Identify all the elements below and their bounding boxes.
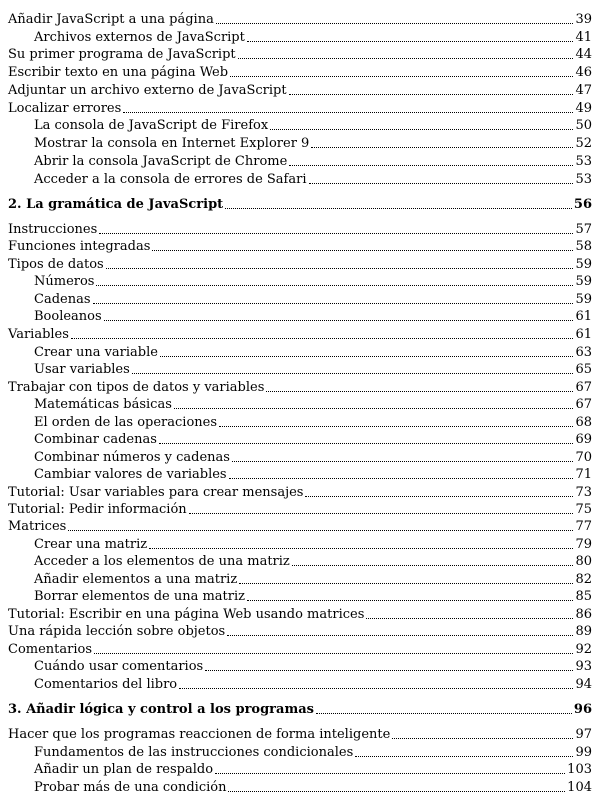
toc-entry <box>34 28 592 46</box>
toc-entry-page: 73 <box>575 485 592 500</box>
toc-entry-title: Acceder a la consola de errores de Safari <box>34 172 307 187</box>
toc-entry-title: Mostrar la consola en Internet Explorer 9 <box>34 136 310 151</box>
toc-entry-title: Usar variables <box>34 362 130 377</box>
toc-entry <box>8 500 592 518</box>
toc-entry <box>34 272 592 290</box>
dot-leader <box>99 233 573 234</box>
toc-entry-title: Variables <box>8 327 69 342</box>
toc-entry-page: 47 <box>575 83 592 98</box>
toc-entry <box>34 760 592 778</box>
toc-entry-page: 96 <box>573 702 592 717</box>
toc-entry <box>8 81 592 99</box>
toc-entry <box>8 45 592 63</box>
toc-entry <box>8 10 592 28</box>
toc-entry-page: 44 <box>575 47 592 62</box>
toc-entry-title: Archivos externos de JavaScript <box>34 30 245 45</box>
toc-entry <box>34 657 592 675</box>
toc-entry-page: 80 <box>575 554 592 569</box>
dot-leader <box>189 513 574 514</box>
toc-entry-page: 75 <box>575 502 592 517</box>
toc-entry-title: Borrar elementos de una matriz <box>34 589 245 604</box>
toc-entry-title: Cuándo usar comentarios <box>34 659 204 674</box>
dot-leader <box>228 791 565 792</box>
dot-leader <box>229 478 574 479</box>
toc-entry-page: 61 <box>575 327 592 342</box>
dot-leader <box>219 426 573 427</box>
dot-leader <box>123 112 573 113</box>
toc-entry <box>34 413 592 431</box>
toc-entry-page: 59 <box>575 257 592 272</box>
toc-entry <box>34 430 592 448</box>
toc-entry-title: Matrices <box>8 519 67 534</box>
toc-entry-page: 77 <box>575 519 592 534</box>
dot-leader <box>215 773 565 774</box>
toc-entry-page: 93 <box>575 659 592 674</box>
dot-leader <box>270 129 573 130</box>
toc-entry-page: 59 <box>575 274 592 289</box>
toc-entry-page: 99 <box>575 745 592 760</box>
toc-entry-page: 103 <box>567 762 592 777</box>
toc-entry <box>34 552 592 570</box>
toc-entry <box>34 778 592 796</box>
toc-entry-title: Matemáticas básicas <box>34 397 172 412</box>
dot-leader <box>230 76 573 77</box>
toc-entry-page: 79 <box>575 537 592 552</box>
toc-entry <box>8 325 592 343</box>
toc-entry-title: Añadir JavaScript a una página <box>8 12 214 27</box>
toc-entry-title: Acceder a los elementos de una matriz <box>34 554 290 569</box>
toc-entry-title: Instrucciones <box>8 222 98 237</box>
dot-leader <box>159 443 574 444</box>
dot-leader <box>160 356 573 357</box>
toc-entry-title: Cadenas <box>34 292 91 307</box>
toc-entry-title: 3. Añadir lógica y control a los programas <box>8 702 314 717</box>
toc-entry-page: 94 <box>575 677 592 692</box>
toc-entry-title: Tutorial: Pedir información <box>8 502 187 517</box>
toc-entry-title: 2. La gramática de JavaScript <box>8 197 224 212</box>
dot-leader <box>149 548 573 549</box>
toc-entry-page: 71 <box>575 467 592 482</box>
toc-entry-title: Probar más de una condición <box>34 780 227 795</box>
dot-leader <box>238 58 574 59</box>
toc-entry-page: 97 <box>575 727 592 742</box>
toc-entry <box>34 675 592 693</box>
toc-entry <box>34 307 592 325</box>
toc-entry <box>34 448 592 466</box>
toc-entry-page: 50 <box>575 118 592 133</box>
toc-entry-page: 52 <box>575 136 592 151</box>
toc-entry-title: Localizar errores <box>8 101 122 116</box>
toc-entry-page: 46 <box>575 65 592 80</box>
dot-leader <box>93 303 574 304</box>
dot-leader <box>247 41 574 42</box>
dot-leader <box>68 530 573 531</box>
dot-leader <box>232 461 573 462</box>
toc-entry-page: 59 <box>575 292 592 307</box>
toc-entry-page: 70 <box>575 450 592 465</box>
toc-entry <box>34 360 592 378</box>
toc-entry-page: 85 <box>575 589 592 604</box>
toc-chapter-heading <box>8 700 592 718</box>
dot-leader <box>239 583 573 584</box>
dot-leader <box>106 268 574 269</box>
dot-leader <box>71 338 574 339</box>
toc-entry-title: Cambiar valores de variables <box>34 467 227 482</box>
toc-entry-title: Funciones integradas <box>8 239 151 254</box>
toc-entry <box>34 535 592 553</box>
toc-entry <box>8 255 592 273</box>
toc-entry <box>8 63 592 81</box>
toc-entry-title: Adjuntar un archivo externo de JavaScript <box>8 83 287 98</box>
toc-entry <box>8 483 592 501</box>
toc-entry-title: Hacer que los programas reaccionen de forma inteligente <box>8 727 391 742</box>
toc-entry-page: 69 <box>575 432 592 447</box>
toc-entry-title: El orden de las operaciones <box>34 415 218 430</box>
toc-entry-title: Crear una variable <box>34 345 158 360</box>
dot-leader <box>289 165 573 166</box>
toc-entry-page: 92 <box>575 642 592 657</box>
toc-entry <box>34 116 592 134</box>
dot-leader <box>311 147 573 148</box>
toc-entry <box>34 587 592 605</box>
toc-entry-title: Su primer programa de JavaScript <box>8 47 236 62</box>
toc-entry-page: 89 <box>575 624 592 639</box>
toc-entry <box>34 570 592 588</box>
toc-entry-title: La consola de JavaScript de Firefox <box>34 118 269 133</box>
dot-leader <box>309 183 574 184</box>
toc-entry <box>34 290 592 308</box>
toc-entry-page: 53 <box>575 154 592 169</box>
toc-entry <box>8 99 592 117</box>
toc-entry-page: 53 <box>575 172 592 187</box>
toc-entry <box>34 743 592 761</box>
dot-leader <box>132 373 574 374</box>
dot-leader <box>225 208 572 209</box>
toc-entry-title: Una rápida lección sobre objetos <box>8 624 226 639</box>
toc-entry-title: Escribir texto en una página Web <box>8 65 229 80</box>
toc-entry-title: Comentarios del libro <box>34 677 178 692</box>
dot-leader <box>152 250 573 251</box>
toc-entry <box>8 237 592 255</box>
dot-leader <box>96 285 573 286</box>
toc-entry-title: Abrir la consola JavaScript de Chrome <box>34 154 288 169</box>
toc-entry-title: Trabajar con tipos de datos y variables <box>8 380 265 395</box>
toc-entry-title: Añadir un plan de respaldo <box>34 762 214 777</box>
toc-entry <box>8 378 592 396</box>
toc-entry-page: 86 <box>575 607 592 622</box>
toc-entry-page: 104 <box>567 780 592 795</box>
toc-entry-page: 41 <box>575 30 592 45</box>
dot-leader <box>179 688 573 689</box>
toc-entry <box>8 605 592 623</box>
dot-leader <box>292 565 574 566</box>
toc-entry-title: Números <box>34 274 95 289</box>
toc-entry-title: Crear una matriz <box>34 537 148 552</box>
dot-leader <box>316 713 572 714</box>
toc-entry <box>34 170 592 188</box>
toc-entry <box>8 220 592 238</box>
toc-entry <box>8 517 592 535</box>
dot-leader <box>355 756 573 757</box>
dot-leader <box>266 391 573 392</box>
dot-leader <box>104 320 574 321</box>
toc-entry-title: Tipos de datos <box>8 257 104 272</box>
toc-entry <box>34 152 592 170</box>
dot-leader <box>289 94 574 95</box>
toc-entry-page: 57 <box>575 222 592 237</box>
toc-entry-page: 56 <box>573 197 592 212</box>
dot-leader <box>227 635 573 636</box>
toc-entry <box>8 622 592 640</box>
toc-entry-page: 82 <box>575 572 592 587</box>
dot-leader <box>366 618 573 619</box>
toc-entry <box>8 640 592 658</box>
toc-entry <box>34 343 592 361</box>
dot-leader <box>216 23 574 24</box>
toc-entry-page: 49 <box>575 101 592 116</box>
toc-entry-title: Combinar cadenas <box>34 432 157 447</box>
dot-leader <box>247 600 573 601</box>
dot-leader <box>174 408 574 409</box>
toc-entry-title: Combinar números y cadenas <box>34 450 230 465</box>
toc-entry <box>8 725 592 743</box>
toc-entry <box>34 134 592 152</box>
toc-entry-page: 65 <box>575 362 592 377</box>
toc-entry-page: 63 <box>575 345 592 360</box>
toc-entry-title: Booleanos <box>34 309 102 324</box>
toc-entry <box>34 395 592 413</box>
toc-entry-page: 67 <box>575 397 592 412</box>
toc-entry-page: 67 <box>575 380 592 395</box>
toc-entry <box>34 465 592 483</box>
toc-entry-page: 39 <box>575 12 592 27</box>
toc-entry-title: Añadir elementos a una matriz <box>34 572 238 587</box>
toc-entry-title: Tutorial: Escribir en una página Web usando matrices <box>8 607 365 622</box>
dot-leader <box>205 670 573 671</box>
toc-entry-page: 58 <box>575 239 592 254</box>
dot-leader <box>305 496 573 497</box>
toc-entry-title: Tutorial: Usar variables para crear mensajes <box>8 485 304 500</box>
toc-entry-title: Fundamentos de las instrucciones condicionales <box>34 745 354 760</box>
toc-entry-page: 61 <box>575 309 592 324</box>
dot-leader <box>94 653 573 654</box>
toc-entry-title: Comentarios <box>8 642 93 657</box>
dot-leader <box>392 738 573 739</box>
toc-chapter-heading <box>8 195 592 213</box>
toc-entry-page: 68 <box>575 415 592 430</box>
